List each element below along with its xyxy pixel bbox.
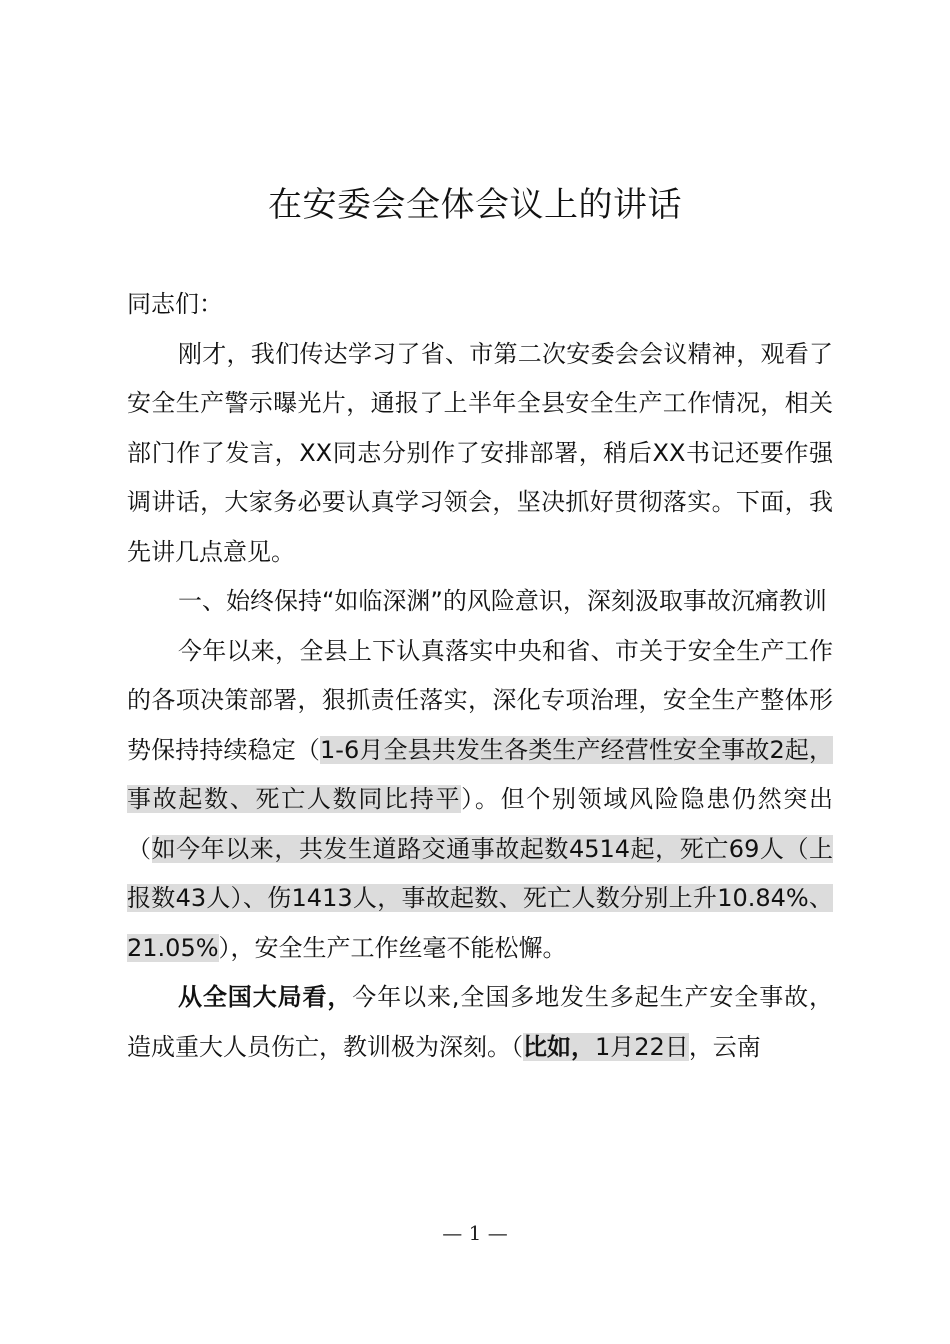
highlighted-statistic: 1-6月全县共发生各类生产经营性安全事故2起，事故起数、死亡人数同比持平 — [127, 735, 834, 813]
section-heading-1: 一、始终保持“如临深渊”的风险意识，深刻汲取事故沉痛教训 — [178, 587, 827, 615]
highlighted-example-label: 比如， — [523, 1032, 595, 1061]
paragraph-opening: 刚才，我们传达学习了省、市第二次安委会会议精神，观看了安全生产警示曝光片，通报了上半年全县安全生产工作情况，相关部门作了发言，XX同志分别作了安排部署，稍后XX书记还要作强调讲话，大家务必要认真学习领会，坚决抓好贯彻落实。下面，我先讲几点意见。 — [127, 339, 833, 566]
salutation: 同志们： — [127, 290, 223, 318]
highlighted-statistic: 如今年以来，共发生道路交通事故起数4514起，死亡69人（上报数43人）、伤1413人，事故起数、死亡人数分别上升10.84%、21.05% — [127, 834, 833, 962]
page-number: — 1 — — [442, 1221, 508, 1245]
text-segment: 今年以来，全县上下认真落实中央和省、市关于安全生产工作的各项决策部署，狠抓责任落实，深化专项治理，安全生产整体形势保持持续稳定（ — [127, 636, 833, 764]
text-segment: ），安全生产工作丝毫不能松懈。 — [218, 933, 567, 962]
text-segment: ）。但个别领域风险隐患仍然突出（ — [127, 785, 834, 863]
paragraph-county-safety-situation — [127, 627, 833, 974]
document-body — [127, 280, 833, 1072]
paragraph-national-situation — [127, 973, 833, 1072]
text-segment: 今年以来,全国多地发生多起生产安全事故，造成重大人员伤亡，教训极为深刻。（ — [127, 983, 833, 1061]
text-segment: ，云南 — [688, 1032, 761, 1061]
bold-lead: 从全国大局看， — [178, 983, 353, 1011]
highlighted-date: 1月22日 — [595, 1032, 689, 1061]
document-title: 在安委会全体会议上的讲话 — [268, 185, 682, 225]
